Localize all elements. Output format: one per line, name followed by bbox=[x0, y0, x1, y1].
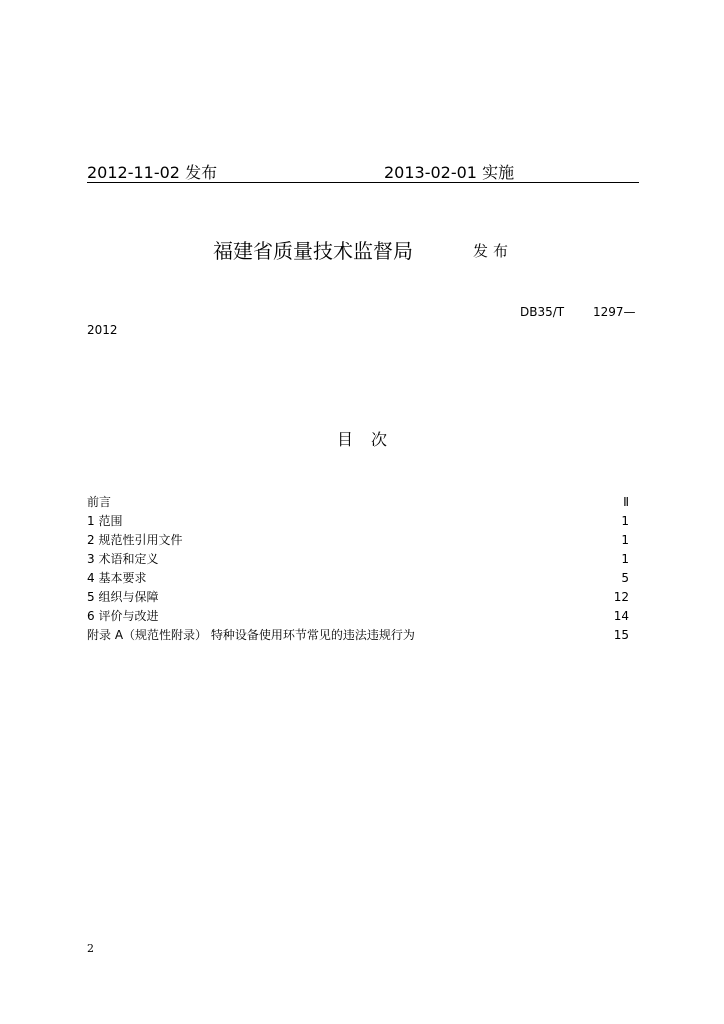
standard-code: DB35/T bbox=[520, 305, 565, 319]
toc-item-page: 14 bbox=[613, 609, 629, 623]
toc-item-page: 1 bbox=[621, 552, 629, 566]
toc-item-label: 前言 bbox=[87, 495, 112, 509]
toc-item-page: 12 bbox=[613, 590, 629, 604]
toc-item-terms-definitions[interactable] bbox=[87, 550, 629, 569]
standard-number: 1297— bbox=[593, 305, 636, 319]
toc-item-label: 附录 A（规范性附录） 特种设备使用环节常见的违法违规行为 bbox=[87, 628, 415, 642]
dates-row bbox=[87, 160, 639, 183]
table-of-contents bbox=[87, 493, 629, 645]
toc-item-label: 1 范围 bbox=[87, 514, 123, 528]
toc-item-basic-requirements[interactable] bbox=[87, 569, 629, 588]
toc-item-organization-support[interactable] bbox=[87, 588, 629, 607]
toc-item-page: 15 bbox=[613, 628, 629, 642]
issuer-name: 福建省质量技术监督局 bbox=[213, 239, 413, 263]
issue-date: 2012-11-02 发布 bbox=[87, 163, 218, 182]
toc-item-scope[interactable] bbox=[87, 512, 629, 531]
standard-year: 2012 bbox=[87, 323, 118, 337]
toc-item-label: 3 术语和定义 bbox=[87, 552, 159, 566]
toc-item-label: 6 评价与改进 bbox=[87, 609, 159, 623]
toc-item-appendix-a[interactable] bbox=[87, 626, 629, 645]
toc-item-label: 4 基本要求 bbox=[87, 571, 147, 585]
toc-title: 目次 bbox=[336, 430, 405, 449]
toc-item-evaluation-improvement[interactable] bbox=[87, 607, 629, 626]
toc-item-page: 5 bbox=[621, 571, 629, 585]
implementation-date: 2013-02-01 实施 bbox=[384, 163, 515, 182]
toc-item-normative-references[interactable] bbox=[87, 531, 629, 550]
page-number: 2 bbox=[87, 942, 94, 955]
toc-item-page: 1 bbox=[621, 533, 629, 547]
issue-verb: 发布 bbox=[473, 242, 514, 260]
toc-item-label: 5 组织与保障 bbox=[87, 590, 159, 604]
toc-item-page: 1 bbox=[621, 514, 629, 528]
toc-item-foreword[interactable] bbox=[87, 493, 629, 512]
toc-item-page: Ⅱ bbox=[623, 495, 629, 509]
toc-item-label: 2 规范性引用文件 bbox=[87, 533, 183, 547]
